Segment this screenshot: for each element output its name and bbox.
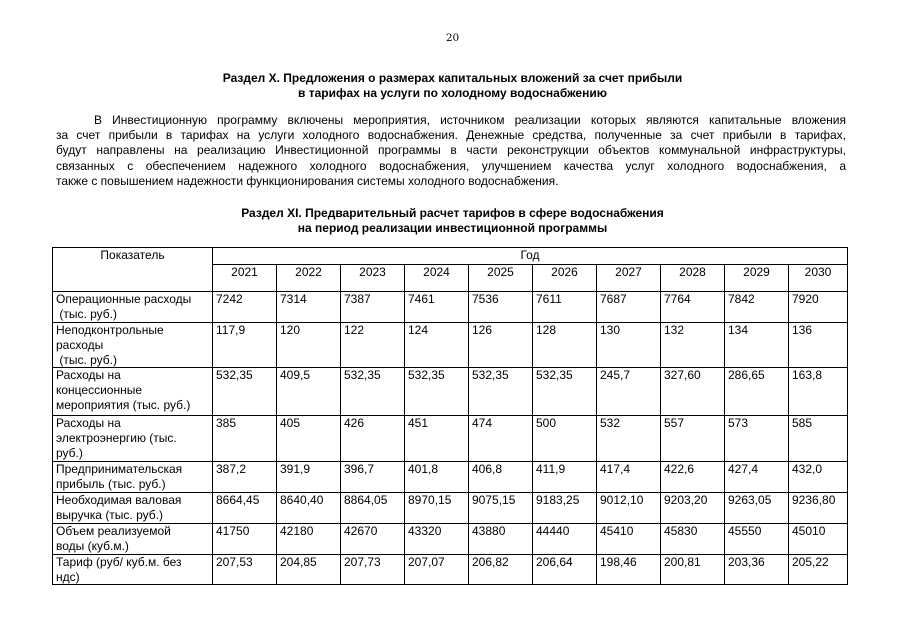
value-cell: 207,73 — [341, 554, 405, 585]
value-cell: 500 — [533, 416, 597, 461]
section-10-title — [0, 71, 905, 101]
value-cell: 43320 — [405, 523, 469, 554]
year-column-header: 2026 — [533, 265, 597, 292]
value-cell: 427,4 — [725, 461, 789, 492]
year-column-header: 2025 — [469, 265, 533, 292]
section-11-title — [0, 206, 905, 236]
value-cell: 203,36 — [725, 554, 789, 585]
value-cell: 327,60 — [661, 368, 725, 416]
table-row — [53, 554, 848, 585]
year-column-header: 2028 — [661, 265, 725, 292]
value-cell: 206,64 — [533, 554, 597, 585]
value-cell: 401,8 — [405, 461, 469, 492]
value-cell: 391,9 — [277, 461, 341, 492]
value-cell: 163,8 — [789, 368, 848, 416]
row-label-line: Необходимая валовая — [56, 492, 182, 507]
value-cell: 426 — [341, 416, 405, 461]
value-cell: 134 — [725, 323, 789, 368]
value-cell: 585 — [789, 416, 848, 461]
row-label-line: прибыль (тыс. руб.) — [56, 476, 166, 491]
row-label — [53, 416, 213, 461]
value-cell: 128 — [533, 323, 597, 368]
row-label-line: Операционные расходы — [56, 292, 192, 306]
value-cell: 42180 — [277, 523, 341, 554]
value-cell: 43880 — [469, 523, 533, 554]
value-cell: 45550 — [725, 523, 789, 554]
value-cell: 200,81 — [661, 554, 725, 585]
value-cell: 7536 — [469, 292, 533, 323]
year-column-header: 2029 — [725, 265, 789, 292]
year-column-header: 2030 — [789, 265, 848, 292]
table-row — [53, 492, 848, 523]
row-label — [53, 461, 213, 492]
value-cell: 432,0 — [789, 461, 848, 492]
row-label-line: Предпринимательская — [56, 461, 183, 476]
value-cell: 532,35 — [469, 368, 533, 416]
row-label-line: (тыс. руб.) — [56, 306, 117, 321]
section-10-title-line-2: в тарифах на услуги по холодному водоснабжению — [298, 86, 607, 100]
value-cell: 405 — [277, 416, 341, 461]
row-label-line: ндс) — [56, 569, 80, 584]
value-cell: 286,65 — [725, 368, 789, 416]
row-label-line: руб.) — [56, 445, 83, 460]
indicator-header: Показатель — [53, 248, 213, 292]
value-cell: 204,85 — [277, 554, 341, 585]
table-row — [53, 416, 848, 461]
value-cell: 126 — [469, 323, 533, 368]
value-cell: 406,8 — [469, 461, 533, 492]
value-cell: 124 — [405, 323, 469, 368]
value-cell: 205,22 — [789, 554, 848, 585]
value-cell: 117,9 — [213, 323, 277, 368]
row-label-line: концессионные — [56, 383, 143, 398]
value-cell: 474 — [469, 416, 533, 461]
row-label-line: Тариф (руб/ куб.м. без — [56, 554, 182, 569]
value-cell: 9236,80 — [789, 492, 848, 523]
value-cell: 136 — [789, 323, 848, 368]
value-cell: 396,7 — [341, 461, 405, 492]
value-cell: 198,46 — [597, 554, 661, 585]
value-cell: 451 — [405, 416, 469, 461]
value-cell: 45010 — [789, 523, 848, 554]
investment-paragraph — [56, 113, 846, 189]
value-cell: 7314 — [277, 292, 341, 323]
value-cell: 557 — [661, 416, 725, 461]
value-cell: 422,6 — [661, 461, 725, 492]
table-row — [53, 292, 848, 323]
row-label-line: выручка (тыс. руб.) — [56, 507, 163, 522]
row-label-line: (тыс. руб.) — [56, 352, 117, 367]
value-cell: 385 — [213, 416, 277, 461]
value-cell: 8864,05 — [341, 492, 405, 523]
table-row — [53, 368, 848, 416]
value-cell: 44440 — [533, 523, 597, 554]
value-cell: 532,35 — [405, 368, 469, 416]
value-cell: 9203,20 — [661, 492, 725, 523]
row-label — [53, 292, 213, 323]
table-row — [53, 523, 848, 554]
year-column-header: 2022 — [277, 265, 341, 292]
value-cell: 7387 — [341, 292, 405, 323]
value-cell: 7461 — [405, 292, 469, 323]
value-cell: 9263,05 — [725, 492, 789, 523]
paragraph-line: также с повышением надежности функционирования системы холодного водоснабжения. — [56, 173, 559, 188]
row-label-line: Объем реализуемой — [56, 523, 171, 538]
value-cell: 207,53 — [213, 554, 277, 585]
row-label-line: Неподконтрольные — [56, 323, 164, 337]
row-label-line: мероприятия (тыс. руб.) — [56, 397, 191, 412]
row-label — [53, 554, 213, 585]
value-cell: 42670 — [341, 523, 405, 554]
section-10-title-line-1: Раздел X. Предложения о размерах капитальных вложений за счет прибыли — [222, 71, 683, 85]
value-cell: 573 — [725, 416, 789, 461]
row-label — [53, 492, 213, 523]
paragraph-line: связанных с обеспечением надежного холодного водоснабжения, улучшением качества услуг холодного водоснабжения, а — [56, 158, 846, 173]
value-cell: 532,35 — [341, 368, 405, 416]
value-cell: 7611 — [533, 292, 597, 323]
value-cell: 122 — [341, 323, 405, 368]
row-label — [53, 523, 213, 554]
value-cell: 245,7 — [597, 368, 661, 416]
value-cell: 207,07 — [405, 554, 469, 585]
table-row — [53, 461, 848, 492]
table-row — [53, 323, 848, 368]
value-cell: 45410 — [597, 523, 661, 554]
value-cell: 120 — [277, 323, 341, 368]
year-column-header: 2024 — [405, 265, 469, 292]
page-number: 20 — [445, 32, 460, 44]
value-cell: 532,35 — [533, 368, 597, 416]
value-cell: 7242 — [213, 292, 277, 323]
value-cell: 387,2 — [213, 461, 277, 492]
value-cell: 8640,40 — [277, 492, 341, 523]
year-header: Год — [213, 248, 848, 265]
value-cell: 7687 — [597, 292, 661, 323]
year-column-header: 2023 — [341, 265, 405, 292]
value-cell: 8664,45 — [213, 492, 277, 523]
value-cell: 7842 — [725, 292, 789, 323]
value-cell: 132 — [661, 323, 725, 368]
row-label-line: электроэнергию (тыс. — [56, 431, 177, 446]
value-cell: 417,4 — [597, 461, 661, 492]
value-cell: 409,5 — [277, 368, 341, 416]
value-cell: 9075,15 — [469, 492, 533, 523]
row-label-line: расходы — [56, 337, 104, 352]
row-label-line: воды (куб.м.) — [56, 538, 129, 553]
value-cell: 8970,15 — [405, 492, 469, 523]
row-label-line: Расходы на — [56, 416, 121, 431]
section-11-title-line-2: на период реализации инвестиционной программы — [297, 221, 608, 235]
row-label — [53, 323, 213, 368]
tariff-table — [52, 247, 848, 585]
value-cell: 45830 — [661, 523, 725, 554]
value-cell: 206,82 — [469, 554, 533, 585]
value-cell: 9183,25 — [533, 492, 597, 523]
value-cell: 9012,10 — [597, 492, 661, 523]
section-11-title-line-1: Раздел XI. Предварительный расчет тарифов в сфере водоснабжения — [241, 206, 664, 220]
paragraph-line: за счет прибыли в тарифах на услуги холодного водоснабжения. Денежные средства, полученные за счет прибыли в тарифах, — [56, 128, 846, 143]
value-cell: 532 — [597, 416, 661, 461]
value-cell: 41750 — [213, 523, 277, 554]
value-cell: 130 — [597, 323, 661, 368]
year-column-header: 2021 — [213, 265, 277, 292]
value-cell: 7920 — [789, 292, 848, 323]
year-column-header: 2027 — [597, 265, 661, 292]
paragraph-line: будут направлены на реализацию Инвестиционной программы в части реконструкции объектов коммунальной инфраструктуры, — [56, 143, 846, 158]
row-label-line: Расходы на — [56, 368, 121, 383]
row-label — [53, 368, 213, 416]
value-cell: 532,35 — [213, 368, 277, 416]
value-cell: 411,9 — [533, 461, 597, 492]
value-cell: 7764 — [661, 292, 725, 323]
paragraph-line: В Инвестиционную программу включены мероприятия, источником реализации которых являются капитальные вложения — [94, 113, 846, 127]
